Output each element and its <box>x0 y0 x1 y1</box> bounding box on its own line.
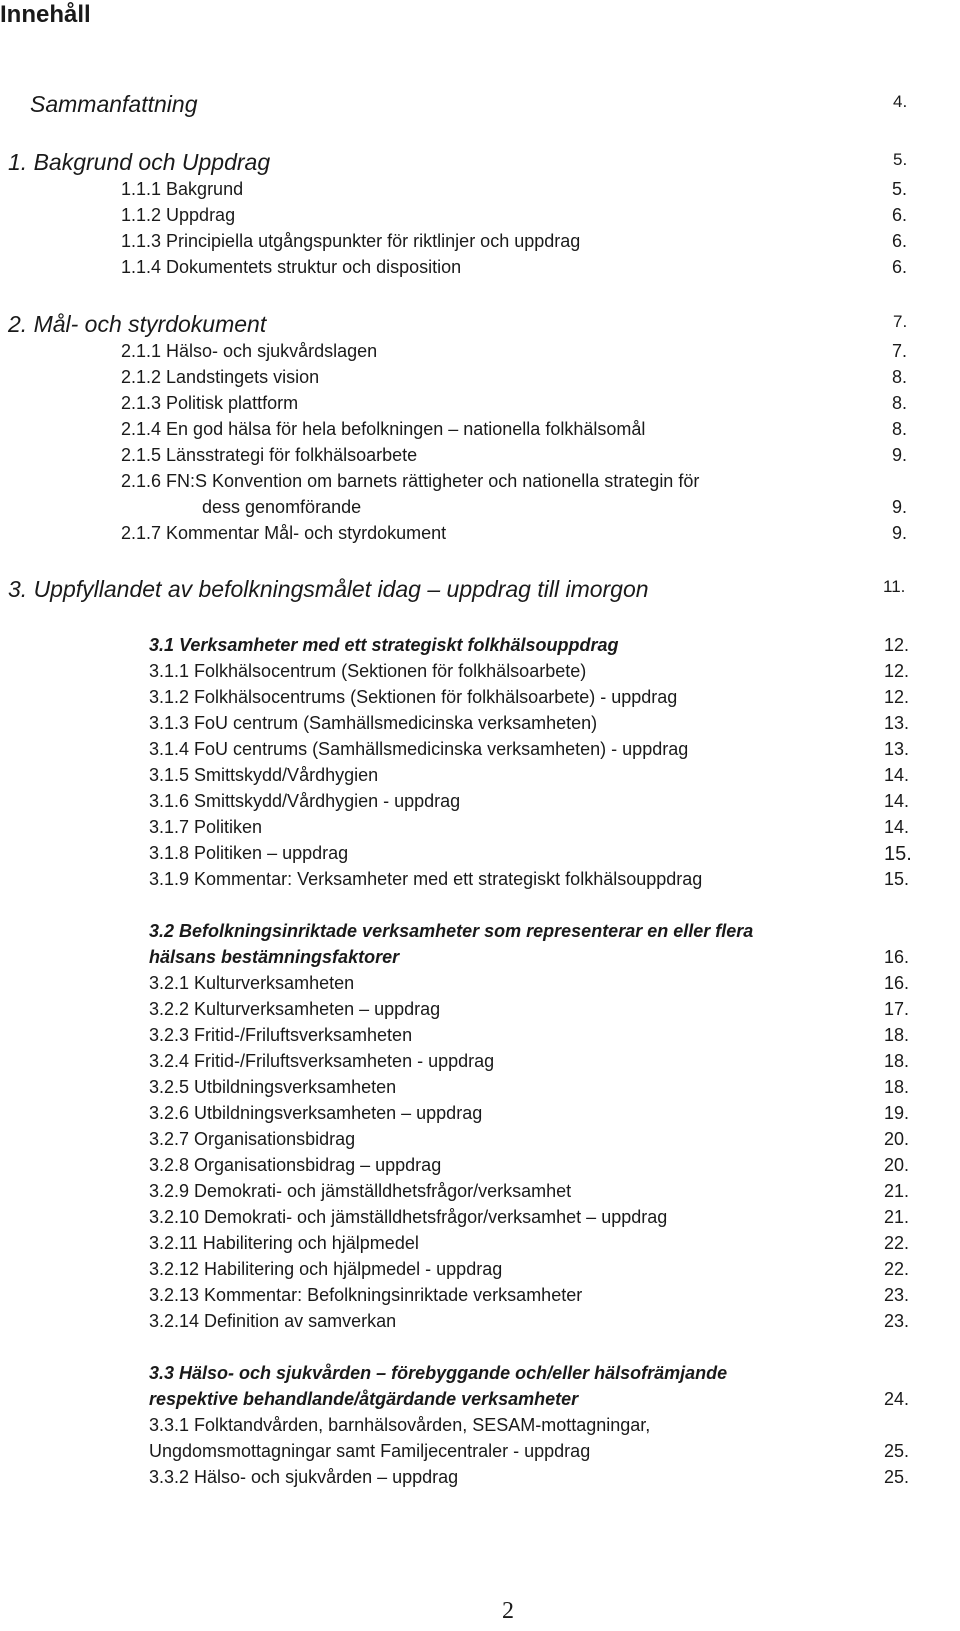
toc-entry-label: 3.1.4 FoU centrums (Samhällsmedicinska verksamheten) - uppdrag <box>149 739 689 759</box>
toc-entry-label: 1.1.1 Bakgrund <box>121 179 244 199</box>
toc-entry-page: 12. <box>884 687 910 707</box>
toc-entry-label: 3.2.13 Kommentar: Befolkningsinriktade verksamheter <box>149 1285 583 1305</box>
toc-entry-label: 2. Mål- och styrdokument <box>8 311 267 337</box>
toc-entry-label: 3.1.5 Smittskydd/Vårdhygien <box>149 765 379 785</box>
toc-entry-label: respektive behandlande/åtgärdande verksamheter <box>149 1389 579 1409</box>
toc-entry-page: 6. <box>892 231 908 251</box>
toc-entry-label: 3.2.7 Organisationsbidrag <box>149 1129 356 1149</box>
toc-entry-label: 3.2.3 Fritid-/Friluftsverksamheten <box>149 1025 413 1045</box>
toc-entry-page: 21. <box>884 1207 910 1227</box>
toc-entry-page: 12. <box>884 661 910 681</box>
toc-entry-label: 3.2.4 Fritid-/Friluftsverksamheten - uppdrag <box>149 1051 495 1071</box>
toc-entry-page: 4. <box>893 92 908 111</box>
toc-entry-page: 16. <box>884 973 910 993</box>
toc-entry-page: 15. <box>884 843 912 865</box>
toc-entry-page: 8. <box>892 367 908 387</box>
toc-entry-page: 22. <box>884 1233 910 1253</box>
toc-entry-label: 3.2.1 Kulturverksamheten <box>149 973 355 993</box>
toc-entry-page: 23. <box>884 1311 910 1331</box>
toc-entry-label: 3.1.2 Folkhälsocentrums (Sektionen för folkhälsoarbete) - uppdrag <box>149 687 678 707</box>
toc-entry-label: 3.2.8 Organisationsbidrag – uppdrag <box>149 1155 442 1175</box>
toc-entry-label: 3.1.6 Smittskydd/Vårdhygien - uppdrag <box>149 791 461 811</box>
toc-entry-page: 12. <box>884 635 910 655</box>
toc-entry-label: 3. Uppfyllandet av befolkningsmålet idag – uppdrag till imorgon <box>8 576 649 602</box>
toc-entry-label: 2.1.6 FN:S Konvention om barnets rättigheter och nationella strategin för <box>121 471 700 491</box>
toc-entry-page: 18. <box>884 1051 910 1071</box>
toc-entry-label: 3.2.10 Demokrati- och jämställdhetsfrågor/verksamhet – uppdrag <box>149 1207 668 1227</box>
page-title: Innehåll <box>0 1 91 28</box>
toc-entry-label: dess genomförande <box>202 497 362 517</box>
toc-entry-page: 13. <box>884 713 910 733</box>
toc-entry-page: 25. <box>884 1467 910 1487</box>
toc-entry-page: 22. <box>884 1259 910 1279</box>
toc-entry-label: 2.1.5 Länsstrategi för folkhälsoarbete <box>121 445 418 465</box>
toc-entry-page: 9. <box>892 497 908 517</box>
toc-entry-page: 11. <box>883 577 906 596</box>
toc-entry-page: 9. <box>892 445 908 465</box>
toc-entry-label: 2.1.1 Hälso- och sjukvårdslagen <box>121 341 378 361</box>
toc-entry-page: 17. <box>884 999 910 1019</box>
toc-entry-label: 3.2.14 Definition av samverkan <box>149 1311 397 1331</box>
toc-entry-label: 3.2.2 Kulturverksamheten – uppdrag <box>149 999 441 1019</box>
toc-entry-page: 20. <box>884 1155 910 1175</box>
toc-entry-label: 3.1.7 Politiken <box>149 817 263 837</box>
toc-entry-label: 1.1.3 Principiella utgångspunkter för riktlinjer och uppdrag <box>121 231 581 251</box>
toc-entry-page: 6. <box>892 257 908 277</box>
toc-entry-page: 20. <box>884 1129 910 1149</box>
toc-entry-label: 3.1.1 Folkhälsocentrum (Sektionen för folkhälsoarbete) <box>149 661 587 681</box>
toc-entry-page: 5. <box>892 179 908 199</box>
toc-entry-page: 24. <box>884 1389 910 1409</box>
toc-entry-label: 2.1.3 Politisk plattform <box>121 393 299 413</box>
toc-entry-label: Ungdomsmottagningar samt Familjecentraler - uppdrag <box>149 1441 591 1461</box>
toc-entry-label: 3.3.1 Folktandvården, barnhälsovården, SESAM-mottagningar, <box>149 1415 651 1435</box>
toc-entry-page: 23. <box>884 1285 910 1305</box>
toc-entry-label: 2.1.7 Kommentar Mål- och styrdokument <box>121 523 447 543</box>
toc-entry-label: Sammanfattning <box>30 91 198 117</box>
toc-entry-page: 15. <box>884 869 910 889</box>
toc-entry-page: 14. <box>884 765 910 785</box>
toc-entry-page: 25. <box>884 1441 910 1461</box>
toc-entry-label: 3.1 Verksamheter med ett strategiskt folkhälsouppdrag <box>149 635 619 655</box>
toc-entry-label: 2.1.4 En god hälsa för hela befolkningen – nationella folkhälsomål <box>121 419 646 439</box>
toc-entry-page: 18. <box>884 1077 910 1097</box>
toc-entry-page: 13. <box>884 739 910 759</box>
toc-entry-page: 8. <box>892 419 908 439</box>
toc-entry-page: 8. <box>892 393 908 413</box>
toc-entry-page: 9. <box>892 523 908 543</box>
toc-entry-label: 3.1.9 Kommentar: Verksamheter med ett strategiskt folkhälsouppdrag <box>149 869 703 889</box>
toc-entry-page: 14. <box>884 791 910 811</box>
page-number: 2 <box>502 1598 514 1624</box>
toc-entry-page: 6. <box>892 205 908 225</box>
toc-entry-page: 7. <box>893 312 908 331</box>
toc-entry-label: 1.1.4 Dokumentets struktur och disposition <box>121 257 462 277</box>
toc-entry-page: 5. <box>893 150 908 169</box>
toc-entry-page: 7. <box>892 341 908 361</box>
toc-entry-page: 16. <box>884 947 910 967</box>
toc-entry-label: 3.2.9 Demokrati- och jämställdhetsfrågor/verksamhet <box>149 1181 572 1201</box>
toc-entry-label: 3.2.5 Utbildningsverksamheten <box>149 1077 397 1097</box>
toc-entry-label: 3.3 Hälso- och sjukvården – förebyggande och/eller hälsofrämjande <box>149 1363 728 1383</box>
toc-entry-page: 21. <box>884 1181 910 1201</box>
toc-entry-label: 3.2.12 Habilitering och hjälpmedel - uppdrag <box>149 1259 503 1279</box>
toc-entry-label: 3.2 Befolkningsinriktade verksamheter som representerar en eller flera <box>149 921 754 941</box>
toc-entry-page: 19. <box>884 1103 910 1123</box>
toc-entry-label: 3.1.3 FoU centrum (Samhällsmedicinska verksamheten) <box>149 713 598 733</box>
toc-entry-label: 3.2.11 Habilitering och hjälpmedel <box>149 1233 419 1253</box>
toc-entry-label: 3.2.6 Utbildningsverksamheten – uppdrag <box>149 1103 483 1123</box>
toc-entry-label: 1. Bakgrund och Uppdrag <box>8 149 271 175</box>
toc-entry-page: 18. <box>884 1025 910 1045</box>
toc-entry-label: 1.1.2 Uppdrag <box>121 205 236 225</box>
toc-entry-label: hälsans bestämningsfaktorer <box>149 947 400 967</box>
toc-entry-label: 3.1.8 Politiken – uppdrag <box>149 843 349 863</box>
toc-entry-page: 14. <box>884 817 910 837</box>
toc-entry-label: 3.3.2 Hälso- och sjukvården – uppdrag <box>149 1467 459 1487</box>
toc-entry-label: 2.1.2 Landstingets vision <box>121 367 320 387</box>
